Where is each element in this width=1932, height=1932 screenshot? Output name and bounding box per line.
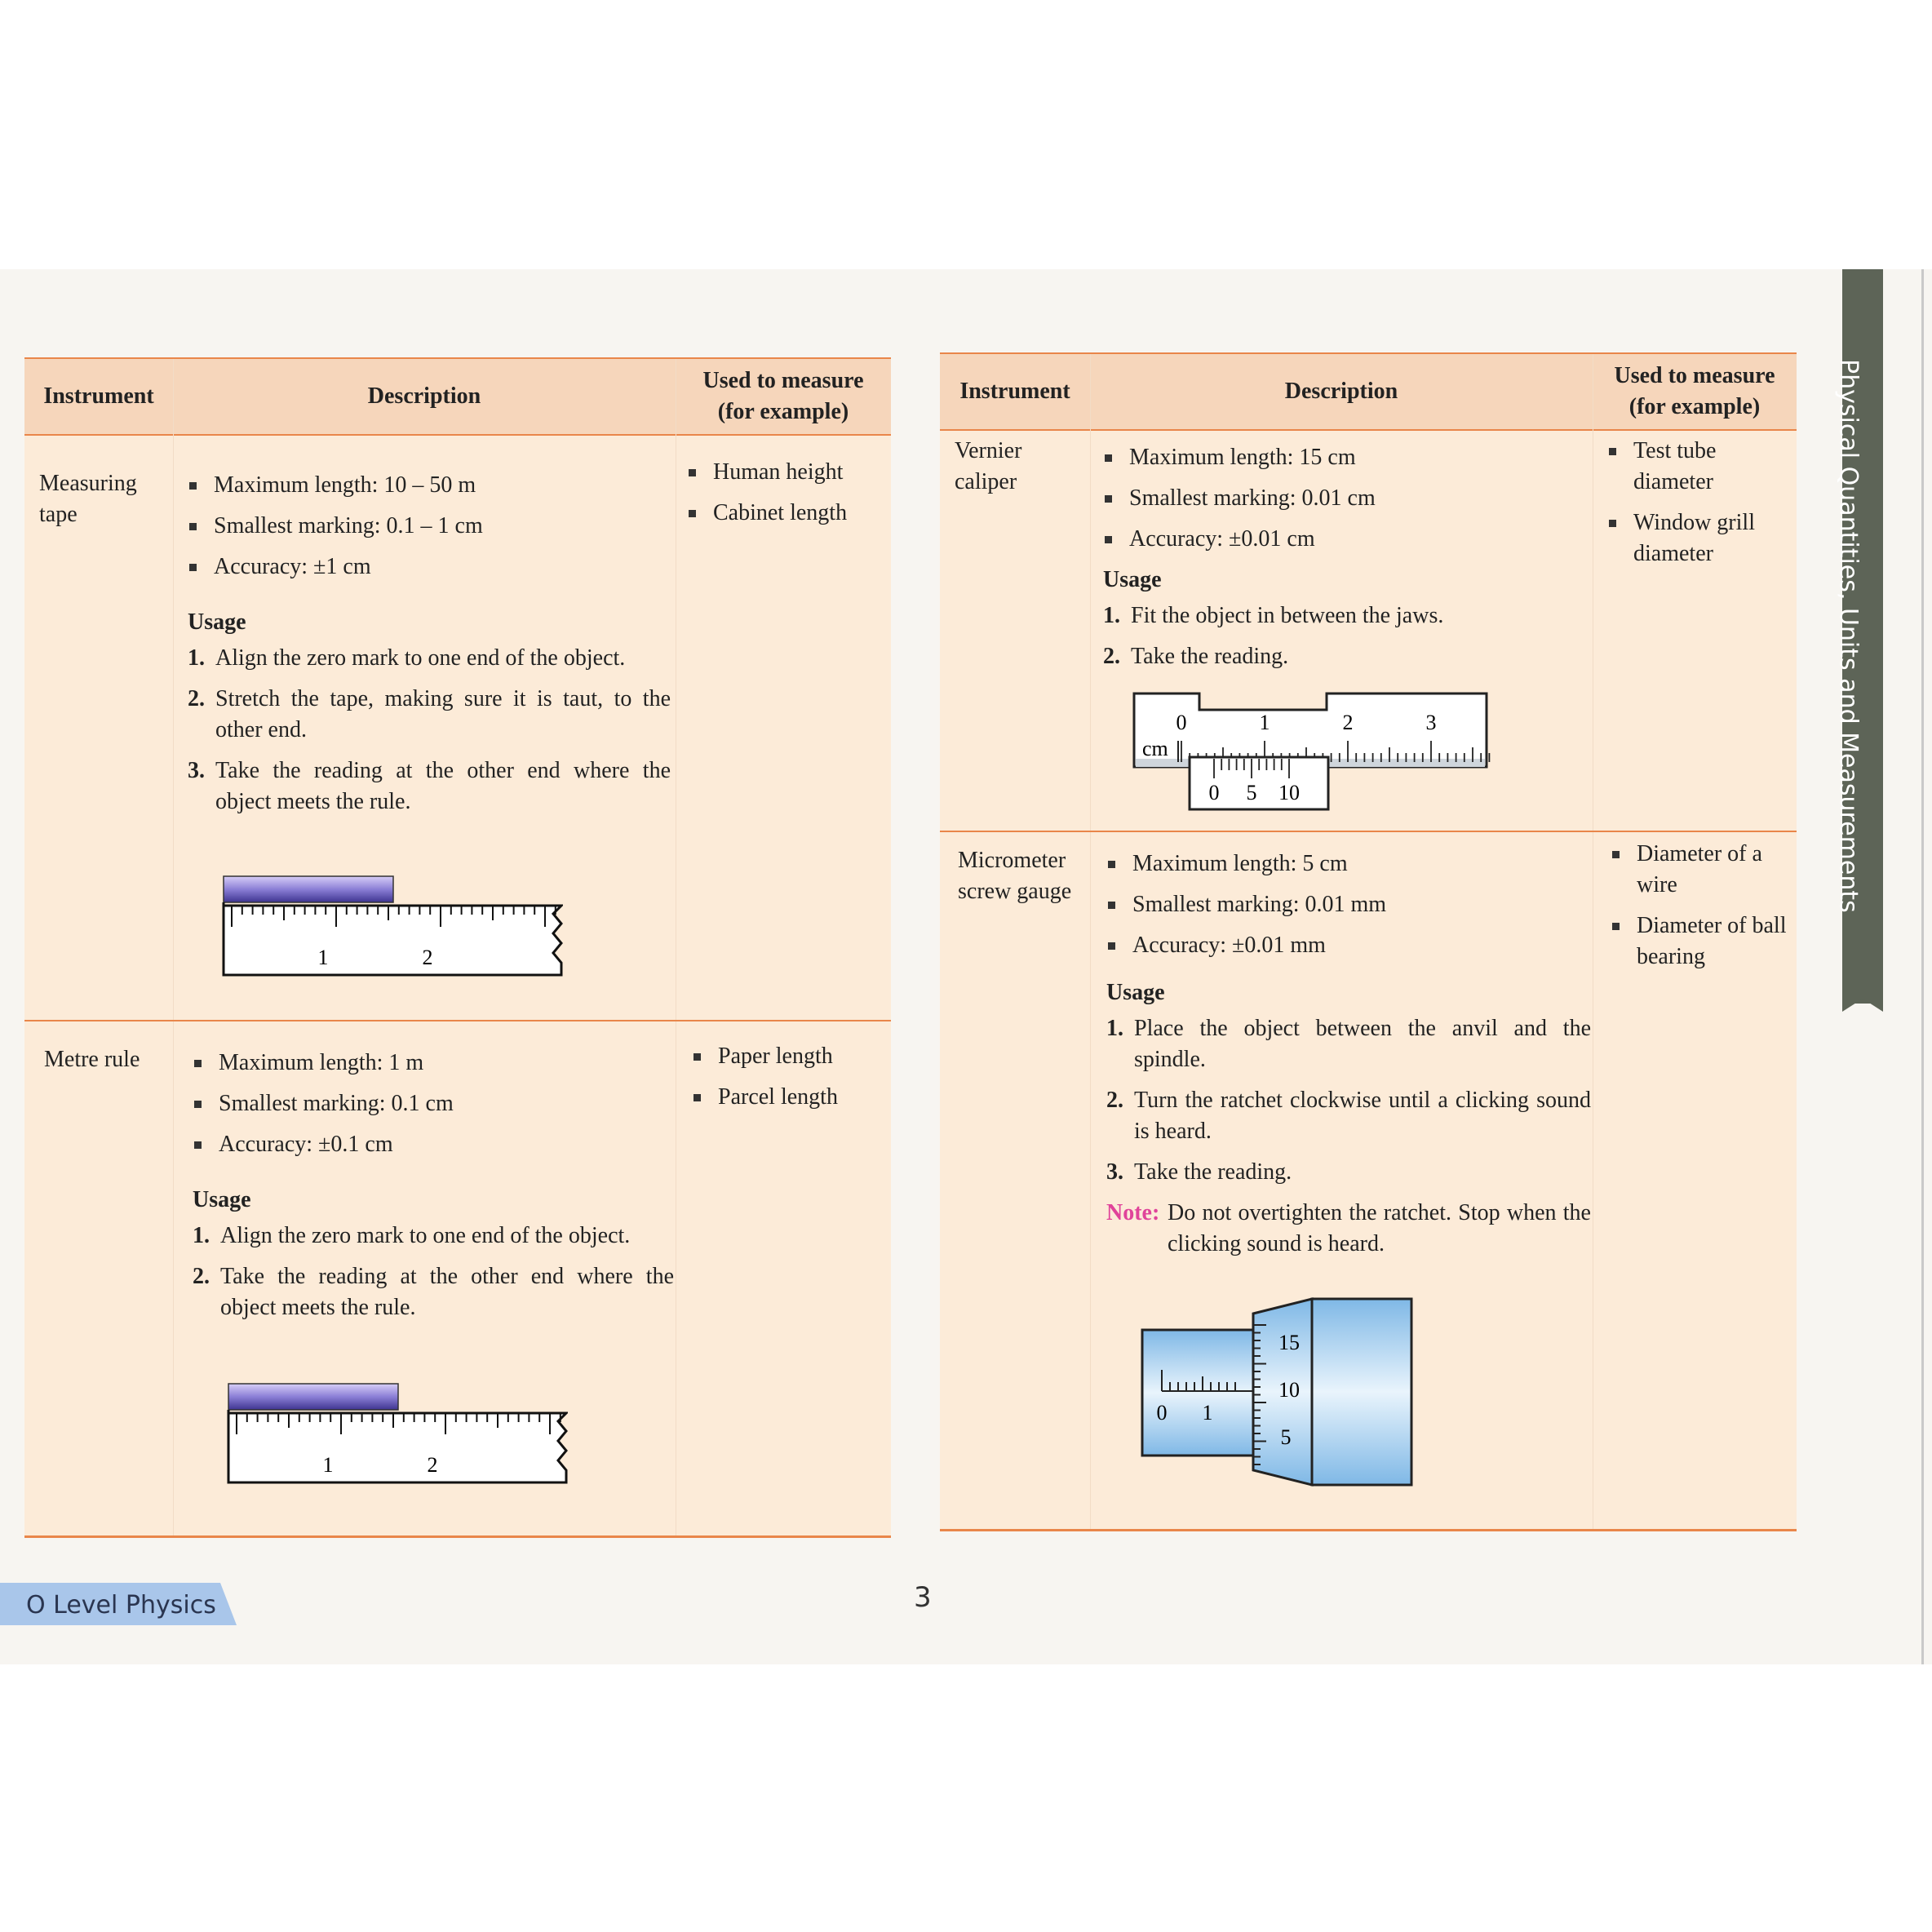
row-separator: [24, 1020, 891, 1021]
note-label: Note:: [1106, 1200, 1160, 1225]
spec-item: Maximum length: 15 cm: [1103, 442, 1589, 473]
description-vernier-caliper: [1103, 442, 1589, 682]
spec-list: [193, 1048, 674, 1160]
ruler-label: 1: [317, 946, 329, 969]
instrument-name-line1: Measuring: [39, 471, 137, 496]
usage-heading: Usage: [188, 609, 246, 635]
thimble-label: 5: [1280, 1425, 1292, 1449]
usage-step: [1106, 1085, 1591, 1147]
vernier-label: 10: [1278, 781, 1300, 804]
examples-measuring-tape: [687, 457, 891, 538]
note-text: Do not overtighten the ratchet. Stop when the clicking sound is heard.: [1168, 1200, 1591, 1256]
chapter-title: Physical Quantities, Units and Measurements: [1834, 359, 1863, 913]
usage-steps: [188, 643, 671, 818]
instrument-name-line1: Micrometer: [958, 848, 1066, 873]
vernier-label: 0: [1208, 781, 1220, 804]
description-micrometer: [1106, 849, 1591, 1260]
table-header: [24, 359, 891, 436]
example-list: [1611, 839, 1797, 973]
example-list: [692, 1041, 891, 1113]
instrument-name-line2: tape: [39, 502, 78, 527]
column-divider: [1090, 354, 1091, 1529]
thimble-label: 15: [1278, 1331, 1300, 1354]
usage-step: [1106, 1157, 1591, 1188]
step-number: 1.: [1106, 1016, 1123, 1041]
spec-list: [188, 470, 671, 583]
step-text: Take the reading at the other end where the object meets the rule.: [220, 1264, 674, 1320]
spec-item: Accuracy: ±0.1 cm: [193, 1129, 674, 1160]
example-item: Diameter of a wire: [1611, 839, 1797, 901]
spec-item: Smallest marking: 0.01 cm: [1103, 483, 1589, 514]
object-bar: [224, 876, 393, 902]
step-number: 1.: [188, 645, 205, 671]
header-description: Description: [367, 383, 481, 409]
ruler-label: 1: [322, 1453, 334, 1477]
row-separator: [940, 831, 1797, 832]
step-number: 2.: [1106, 1088, 1123, 1113]
usage-step: [188, 756, 671, 818]
step-number: 2.: [188, 686, 205, 711]
usage-step: [188, 643, 671, 674]
main-scale-label: 3: [1425, 711, 1437, 734]
usage-step: [193, 1261, 674, 1323]
header-used-line2: (for example): [1628, 394, 1761, 419]
spec-item: Maximum length: 1 m: [193, 1048, 674, 1079]
spec-item: Maximum length: 5 cm: [1106, 849, 1591, 880]
example-item: Paper length: [692, 1041, 891, 1072]
step-text: Fit the object in between the jaws.: [1131, 603, 1444, 628]
spec-item: Accuracy: ±0.01 mm: [1106, 930, 1591, 961]
usage-heading: Usage: [1106, 980, 1165, 1005]
spec-item: Accuracy: ±0.01 cm: [1103, 524, 1589, 555]
step-text: Stretch the tape, making sure it is taut, to the other end.: [215, 686, 671, 742]
vernier-caliper-diagram: [1132, 692, 1491, 814]
unit-label: cm: [1142, 737, 1168, 760]
description-metre-rule: [193, 1048, 674, 1333]
spec-item: Smallest marking: 0.1 – 1 cm: [188, 511, 671, 542]
measuring-tape-ruler-diagram: [220, 873, 563, 987]
table-header: [940, 354, 1797, 431]
usage-heading: Usage: [193, 1187, 251, 1212]
thimble-barrel: [1312, 1299, 1411, 1485]
example-item: Test tube diameter: [1607, 436, 1797, 498]
step-number: 3.: [188, 758, 205, 783]
examples-metre-rule: [692, 1041, 891, 1123]
object-bar: [228, 1384, 398, 1410]
header-description: Description: [1284, 379, 1398, 404]
right-table: [940, 352, 1797, 1531]
examples-micrometer: [1611, 839, 1797, 982]
note: [1106, 1198, 1591, 1260]
header-used-to-measure: [676, 359, 891, 434]
spec-item: Accuracy: ±1 cm: [188, 552, 671, 583]
usage-step: [193, 1221, 674, 1252]
step-number: 2.: [193, 1264, 210, 1289]
usage-step: [1103, 600, 1589, 631]
micrometer-diagram: [1139, 1297, 1425, 1493]
header-used-line2: (for example): [717, 399, 849, 424]
usage-step: [188, 684, 671, 746]
example-item: Diameter of ball bearing: [1611, 911, 1797, 973]
spec-item: Smallest marking: 0.1 cm: [193, 1088, 674, 1119]
thimble-label: 10: [1278, 1378, 1300, 1402]
page-number: 3: [914, 1581, 932, 1614]
step-text: Align the zero mark to one end of the object.: [220, 1223, 631, 1248]
usage-step: [1103, 641, 1589, 672]
usage-steps: [193, 1221, 674, 1323]
instrument-micrometer: [958, 845, 1097, 907]
usage-steps: [1103, 600, 1589, 672]
column-divider: [173, 359, 174, 1535]
step-text: Align the zero mark to one end of the object.: [215, 645, 626, 671]
description-measuring-tape: [188, 470, 671, 827]
metre-rule-ruler-diagram: [225, 1380, 568, 1495]
main-scale-label: 1: [1259, 711, 1270, 734]
spec-item: Smallest marking: 0.01 mm: [1106, 889, 1591, 920]
examples-vernier-caliper: [1607, 436, 1797, 579]
instrument-measuring-tape: [39, 468, 170, 530]
example-list: [687, 457, 891, 529]
example-item: Cabinet length: [687, 498, 891, 529]
header-instrument: Instrument: [43, 383, 154, 409]
step-text: Turn the ratchet clockwise until a clicking sound is heard.: [1134, 1088, 1591, 1144]
spec-list: [1103, 442, 1589, 555]
instrument-name-line1: Vernier: [955, 438, 1022, 463]
left-table: [24, 357, 891, 1538]
instrument-metre-rule: Metre rule: [44, 1047, 140, 1072]
ruler-label: 2: [427, 1453, 438, 1477]
usage-steps: [1106, 1013, 1591, 1188]
sleeve-label: 0: [1156, 1401, 1168, 1425]
usage-step: [1106, 1013, 1591, 1075]
usage-heading: Usage: [1103, 567, 1162, 592]
step-text: Take the reading.: [1134, 1159, 1292, 1185]
vernier-label: 5: [1246, 781, 1257, 804]
footer-book-title: O Level Physics: [26, 1591, 216, 1620]
example-list: [1607, 436, 1797, 569]
sleeve: [1142, 1330, 1253, 1456]
instrument-name-line2: screw gauge: [958, 879, 1072, 904]
spec-list: [1106, 849, 1591, 961]
step-number: 1.: [1103, 603, 1120, 628]
example-item: Human height: [687, 457, 891, 488]
header-instrument: Instrument: [959, 379, 1070, 404]
step-text: Take the reading at the other end where the object meets the rule.: [215, 758, 671, 814]
example-item: Parcel length: [692, 1082, 891, 1113]
step-number: 2.: [1103, 644, 1120, 669]
main-scale-label: 0: [1176, 711, 1187, 734]
step-text: Place the object between the anvil and the spindle.: [1134, 1016, 1591, 1072]
spec-item: Maximum length: 10 – 50 m: [188, 470, 671, 501]
header-used-line1: Used to measure: [702, 368, 864, 393]
step-number: 3.: [1106, 1159, 1123, 1185]
main-scale-label: 2: [1342, 711, 1354, 734]
instrument-name-line2: caliper: [955, 469, 1017, 494]
header-used-to-measure: [1593, 354, 1797, 429]
ruler-label: 2: [422, 946, 433, 969]
instrument-vernier-caliper: [955, 436, 1085, 498]
header-used-line1: Used to measure: [1614, 363, 1775, 388]
example-item: Window grill diameter: [1607, 507, 1797, 569]
step-text: Take the reading.: [1131, 644, 1289, 669]
book-spine: [1921, 269, 1924, 1664]
sleeve-label: 1: [1202, 1401, 1213, 1425]
step-number: 1.: [193, 1223, 210, 1248]
chapter-tab-notch: [1842, 979, 1883, 1012]
